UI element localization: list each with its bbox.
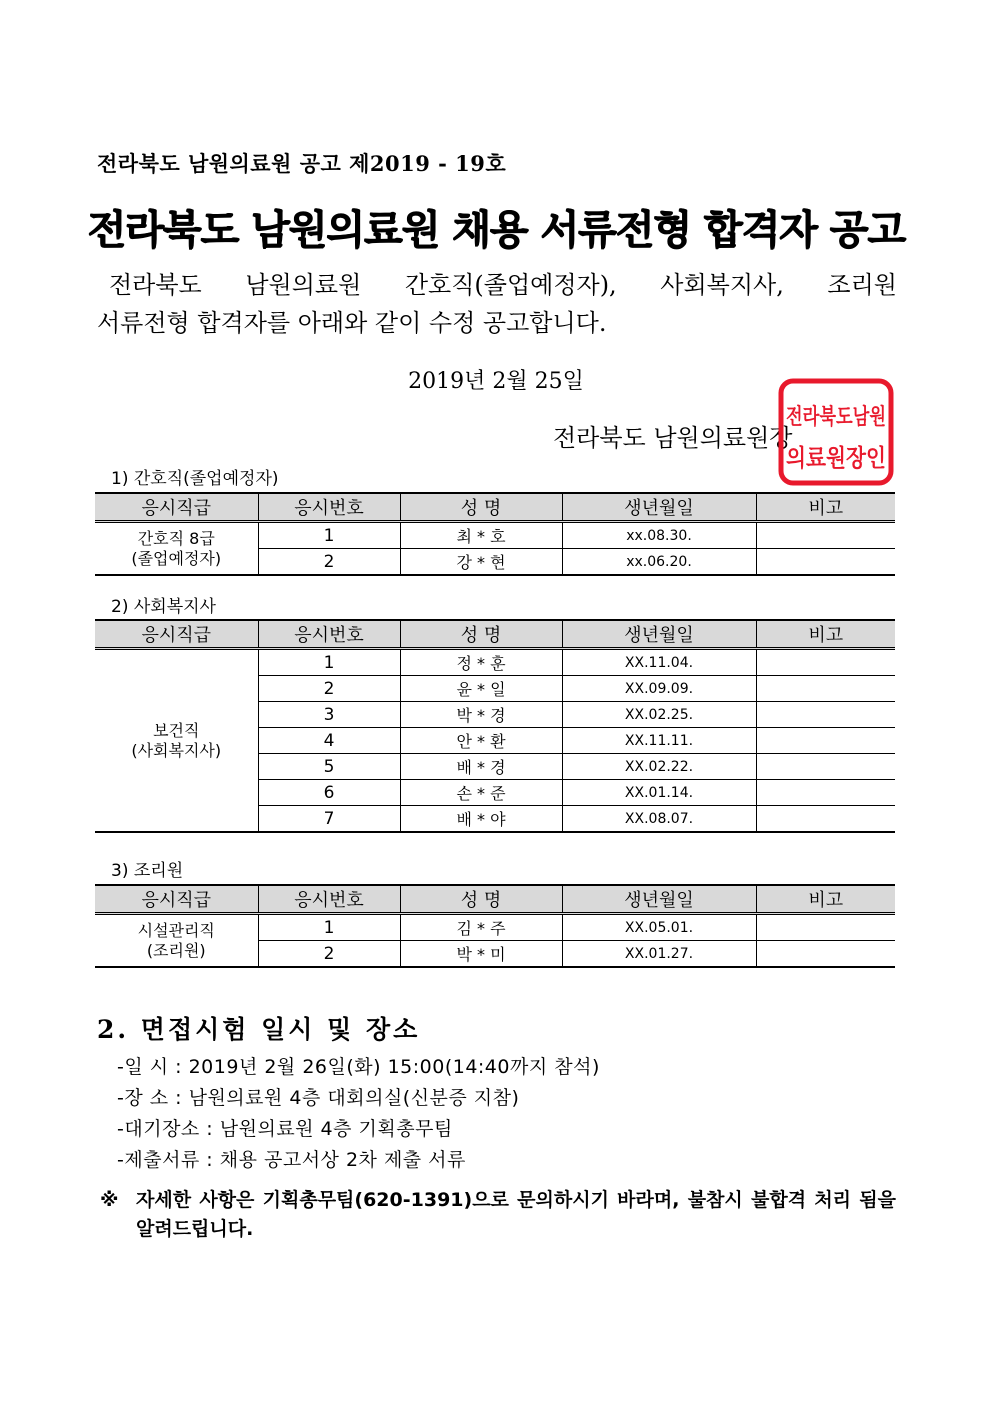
applicant-birthdate: XX.09.09.: [562, 676, 756, 702]
applicant-name: 손 * 준: [400, 780, 562, 806]
grade-line: 간호직 8급: [137, 528, 215, 548]
footnote: [100, 1186, 896, 1244]
applicant-name: 박 * 경: [400, 702, 562, 728]
applicant-number: 4: [258, 728, 400, 754]
grade-cell: [95, 522, 258, 576]
notice-date: 2019년 2월 25일: [408, 369, 584, 394]
header-birthdate: 생년월일: [562, 885, 756, 914]
applicant-birthdate: XX.05.01.: [562, 914, 756, 941]
footnote-text: 자세한 사항은 기획총무팀(620-1391)으로 문의하시기 바라며, 불참시 불합격 처리 됨을 알려드립니다.: [136, 1189, 896, 1240]
section-label-nursing: 1) 간호직(졸업예정자): [111, 469, 279, 489]
applicant-birthdate: XX.11.04.: [562, 649, 756, 676]
applicant-number: 5: [258, 754, 400, 780]
interview-documents: -제출서류 : 채용 공고서상 2차 제출 서류: [117, 1149, 466, 1171]
applicant-remarks: [756, 649, 895, 676]
applicant-birthdate: XX.08.07.: [562, 806, 756, 833]
header-remarks: 비고: [756, 493, 895, 522]
applicant-remarks: [756, 522, 895, 549]
applicant-birthdate: XX.01.27.: [562, 941, 756, 968]
table-row: [95, 522, 895, 549]
table-row: [95, 914, 895, 941]
applicant-remarks: [756, 941, 895, 968]
header-grade: 응시직급: [95, 620, 258, 649]
applicant-remarks: [756, 676, 895, 702]
header-number: 응시번호: [258, 493, 400, 522]
interview-datetime: -일 시 : 2019년 2월 26일(화) 15:00(14:40까지 참석): [117, 1056, 600, 1078]
notice-number: 전라북도 남원의료원 공고 제2019 - 19호: [97, 151, 507, 176]
applicant-remarks: [756, 728, 895, 754]
applicant-name: 최 * 호: [400, 522, 562, 549]
applicant-birthdate: xx.08.30.: [562, 522, 756, 549]
applicant-remarks: [756, 702, 895, 728]
table-header-row: [95, 493, 895, 522]
grade-line: 시설관리직: [137, 920, 215, 940]
roster-table-nursing: [95, 492, 895, 576]
applicant-number: 1: [258, 914, 400, 941]
applicant-number: 1: [258, 649, 400, 676]
table-row: [95, 649, 895, 676]
applicant-number: 2: [258, 941, 400, 968]
applicant-number: 6: [258, 780, 400, 806]
official-seal-stamp: [778, 378, 914, 486]
applicant-name: 윤 * 일: [400, 676, 562, 702]
applicant-number: 3: [258, 702, 400, 728]
roster-table-social-worker: [95, 619, 895, 833]
applicant-birthdate: XX.01.14.: [562, 780, 756, 806]
applicant-name: 정 * 훈: [400, 649, 562, 676]
header-number: 응시번호: [258, 885, 400, 914]
applicant-name: 배 * 경: [400, 754, 562, 780]
applicant-birthdate: XX.11.11.: [562, 728, 756, 754]
header-birthdate: 생년월일: [562, 620, 756, 649]
intro-paragraph: [97, 266, 897, 342]
header-grade: 응시직급: [95, 493, 258, 522]
header-name: 성 명: [400, 493, 562, 522]
intro-line-2: 서류전형 합격자를 아래와 같이 수정 공고합니다.: [97, 309, 607, 337]
issuer-name: 전라북도 남원의료원장: [553, 424, 793, 452]
table-header-row: [95, 620, 895, 649]
header-number: 응시번호: [258, 620, 400, 649]
roster-table-cook: [95, 884, 895, 968]
applicant-name: 박 * 미: [400, 941, 562, 968]
applicant-number: 2: [258, 549, 400, 576]
applicant-remarks: [756, 806, 895, 833]
page-title: 전라북도 남원의료원 채용 서류전형 합격자 공고: [87, 207, 905, 253]
applicant-remarks: [756, 780, 895, 806]
grade-cell: [95, 649, 258, 833]
section-label-cook: 3) 조리원: [111, 861, 184, 881]
header-remarks: 비고: [756, 885, 895, 914]
applicant-remarks: [756, 549, 895, 576]
applicant-remarks: [756, 754, 895, 780]
header-name: 성 명: [400, 620, 562, 649]
intro-line-1: 전라북도 남원의료원 간호직(졸업예정자), 사회복지사, 조리원: [109, 271, 897, 299]
applicant-number: 1: [258, 522, 400, 549]
interview-waiting-room: -대기장소 : 남원의료원 4층 기획총무팀: [117, 1118, 453, 1140]
grade-line: 보건직: [153, 720, 200, 740]
applicant-name: 안 * 환: [400, 728, 562, 754]
section-label-social-worker: 2) 사회복지사: [111, 597, 216, 617]
table-header-row: [95, 885, 895, 914]
header-remarks: 비고: [756, 620, 895, 649]
applicant-birthdate: XX.02.25.: [562, 702, 756, 728]
grade-line: (사회복지사): [131, 740, 222, 760]
applicant-name: 강 * 현: [400, 549, 562, 576]
grade-line: (졸업예정자): [131, 548, 222, 568]
header-grade: 응시직급: [95, 885, 258, 914]
seal-text-top: 전라북도남원: [786, 405, 914, 430]
applicant-name: 배 * 야: [400, 806, 562, 833]
reference-mark-icon: ※: [100, 1189, 119, 1211]
interview-location: -장 소 : 남원의료원 4층 대회의실(신분증 지참): [117, 1087, 520, 1109]
seal-text-bottom: 의료원장인: [786, 444, 886, 472]
header-birthdate: 생년월일: [562, 493, 756, 522]
applicant-birthdate: xx.06.20.: [562, 549, 756, 576]
grade-cell: [95, 914, 258, 968]
applicant-number: 2: [258, 676, 400, 702]
applicant-name: 김 * 주: [400, 914, 562, 941]
applicant-remarks: [756, 914, 895, 941]
header-name: 성 명: [400, 885, 562, 914]
applicant-number: 7: [258, 806, 400, 833]
applicant-birthdate: XX.02.22.: [562, 754, 756, 780]
grade-line: (조리원): [146, 940, 206, 960]
interview-section-title: 2. 면접시험 일시 및 장소: [97, 1015, 421, 1044]
